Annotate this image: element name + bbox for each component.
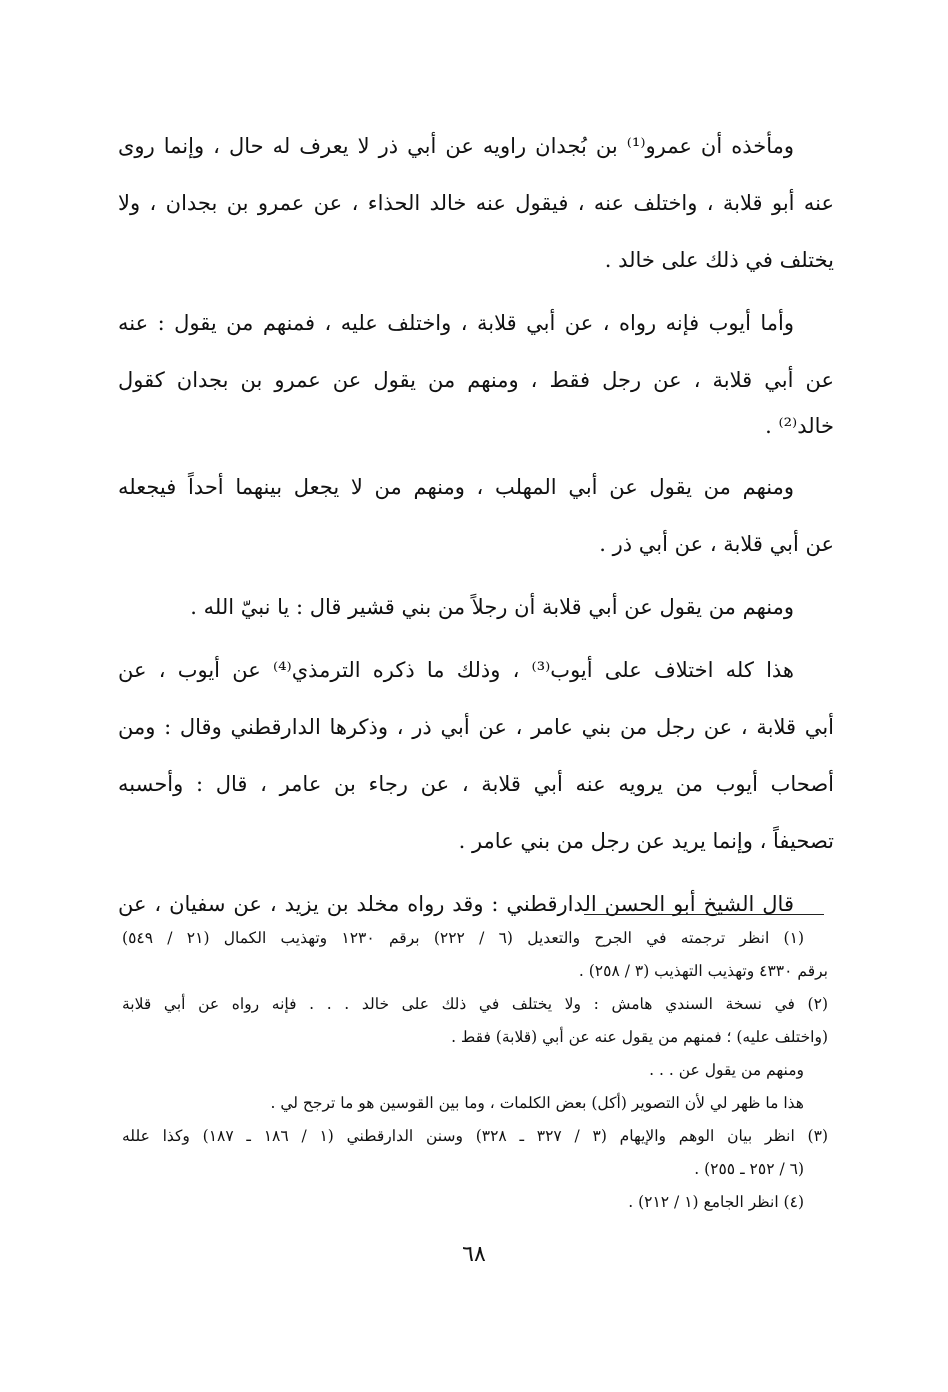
text-line: قال الشيخ أبو الحسن الدارقطني : وقد رواه مخلد بن يزيد ، عن سفيان ، عن xyxy=(118,892,794,916)
footnote-line: برقم ٤٣٣٠ وتهذيب التهذيب (٣ / ٢٥٨) . xyxy=(578,962,828,980)
footnote-1 xyxy=(122,922,828,988)
paragraph xyxy=(118,295,834,453)
text-line: عنه أبو قلابة ، واختلف عنه ، فيقول عنه خالد الحذاء ، عن عمرو بن بجدان ، ولا xyxy=(118,191,834,215)
footnote-line: هذا ما ظهر لي لأن التصوير (أكل) بعض الكلمات ، وما بين القوسين هو ما ترجح لي . xyxy=(270,1094,804,1112)
text-line: ومأخذه أن عمرو⁽¹⁾ بن بُجدان راويه عن أبي ذر لا يعرف له حال ، وإنما روى xyxy=(118,134,794,158)
footnote-line: ومنهم من يقول عن . . . xyxy=(649,1061,804,1079)
text-line: وأما أيوب فإنه رواه ، عن أبي قلابة ، واختلف عليه ، فمنهم من يقول : عنه xyxy=(118,311,794,335)
page-number: ٦٨ xyxy=(462,1242,486,1267)
footnote-4 xyxy=(122,1186,828,1219)
paragraph xyxy=(118,579,834,636)
text-line: هذا كله اختلاف على أيوب⁽³⁾ ، وذلك ما ذكره الترمذي⁽⁴⁾ عن أيوب ، عن xyxy=(118,658,795,682)
paragraph xyxy=(118,642,834,870)
paragraph xyxy=(118,118,834,289)
text-line: تصحيفاً ، وإنما يريد عن رجل من بني عامر . xyxy=(458,829,834,853)
main-text xyxy=(118,118,834,933)
text-line: عن أبي قلابة ، عن أبي ذر . xyxy=(599,532,834,556)
paragraph xyxy=(118,459,834,573)
footnote-separator xyxy=(584,914,824,915)
text-line: أبي قلابة ، عن رجل من بني عامر ، عن أبي ذر ، وذكرها الدارقطني وقال : ومن xyxy=(118,715,834,739)
footnote-2 xyxy=(122,988,828,1120)
text-line: عن أبي قلابة ، عن رجل فقط ، ومنهم من يقول عن عمرو بن بجدان كقول xyxy=(118,368,834,392)
footnote-line: (٤) انظر الجامع (١ / ٢١٢) . xyxy=(628,1193,804,1211)
text-line: يختلف في ذلك على خالد . xyxy=(604,248,834,272)
text-line: خالد⁽²⁾ . xyxy=(765,414,834,438)
footnote-line: (٢) في نسخة السندي هامش : ولا يختلف في ذلك على خالد . . . فإنه رواه عن أبي قلابة xyxy=(122,995,828,1013)
footnote-line: (واختلف عليه) ؛ فمنهم من يقول عنه عن أبي (قلابة) فقط . xyxy=(451,1028,828,1046)
text-line: ومنهم من يقول عن أبي المهلب ، ومنهم من لا يجعل بينهما أحداً فيجعله xyxy=(118,475,794,499)
footnote-line: (١) انظر ترجمته في الجرح والتعديل (٦ / ٢٢٢) برقم ١٢٣٠ وتهذيب الكمال (٢١ / ٥٤٩) xyxy=(122,929,804,947)
footnote-3 xyxy=(122,1120,828,1186)
text-line: أصحاب أيوب من يرويه عنه أبي قلابة ، عن رجاء بن عامر ، قال : وأحسبه xyxy=(118,772,834,796)
footnote-line: (٣) انظر بيان الوهم والإيهام (٣ / ٣٢٧ ـ ٣٢٨) وسنن الدارقطني (١ / ١٨٦ ـ ١٨٧) وكذا علله xyxy=(122,1127,828,1145)
footnote-line: (٦ / ٢٥٢ ـ ٢٥٥) . xyxy=(694,1160,804,1178)
text-line: ومنهم من يقول عن أبي قلابة أن رجلاً من بني قشير قال : يا نبيّ الله . xyxy=(190,595,794,619)
footnotes xyxy=(122,922,828,1219)
